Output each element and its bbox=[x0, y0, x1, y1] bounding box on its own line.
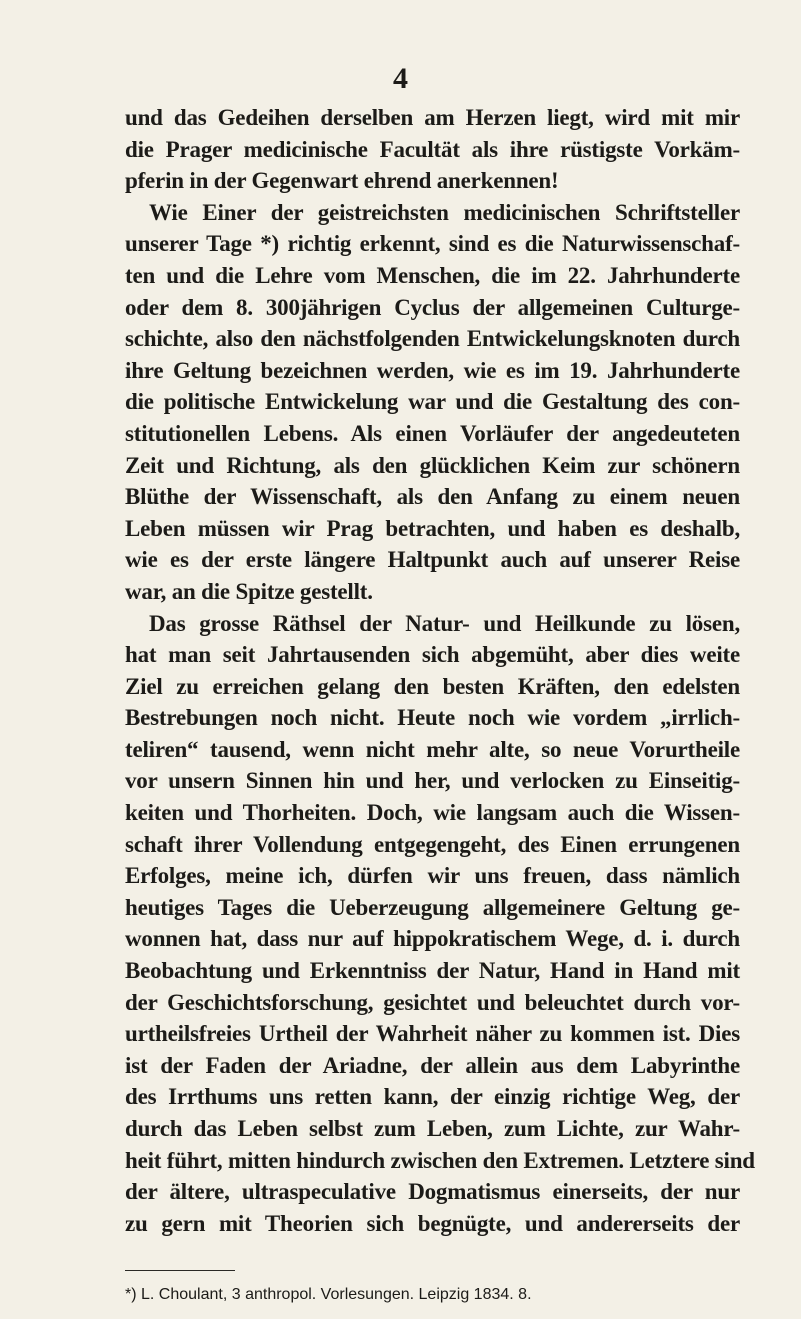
text-line: der ältere, ultraspeculative Dogmatismus einerseits, der nur bbox=[125, 1179, 740, 1205]
text-line: die politische Entwickelung war und die Gestaltung des con- bbox=[125, 389, 740, 415]
text-line: Zeit und Richtung, als den glücklichen Keim zur schönern bbox=[125, 452, 740, 478]
text-line: hat man seit Jahrtausenden sich abgemüht, aber dies weite bbox=[125, 642, 740, 668]
text-line: keiten und Thorheiten. Doch, wie langsam auch die Wissen- bbox=[125, 800, 740, 826]
text-line: war, an die Spitze gestellt. bbox=[125, 578, 373, 604]
text-line: Leben müssen wir Prag betrachten, und haben es deshalb, bbox=[125, 515, 740, 541]
text-line: Wie Einer der geistreichsten medicinischen Schriftsteller bbox=[149, 199, 740, 225]
text-line: des Irrthums uns retten kann, der einzig richtige Weg, der bbox=[125, 1084, 740, 1110]
text-line: durch das Leben selbst zum Leben, zum Lichte, zur Wahr- bbox=[125, 1116, 740, 1141]
text-line: Bestrebungen noch nicht. Heute noch wie vordem „irrlich- bbox=[125, 705, 740, 731]
footnote: *) L. Choulant, 3 anthropol. Vorlesungen. Leipzig 1834. 8. bbox=[125, 1286, 532, 1303]
text-line: Das grosse Räthsel der Natur- und Heilkunde zu lösen, bbox=[149, 610, 740, 636]
text-line: die Prager medicinische Facultät als ihre rüstigste Vorkäm- bbox=[125, 136, 740, 162]
text-line: oder dem 8. 300jährigen Cyclus der allgemeinen Culturge- bbox=[125, 294, 740, 320]
text-line: schichte, also den nächstfolgenden Entwickelungsknoten durch bbox=[125, 326, 740, 352]
text-line: Blüthe der Wissenschaft, als den Anfang zu einem neuen bbox=[125, 484, 740, 510]
text-line: stitutionellen Lebens. Als einen Vorläufer der angedeuteten bbox=[125, 420, 740, 446]
text-line: urtheilsfreies Urtheil der Wahrheit näher zu kommen ist. Dies bbox=[125, 1021, 740, 1047]
text-line: der Geschichtsforschung, gesichtet und beleuchtet durch vor- bbox=[125, 989, 740, 1015]
text-line: heit führt, mitten hindurch zwischen den Extremen. Letztere sind bbox=[125, 1147, 755, 1173]
text-line: heutiges Tages die Ueberzeugung allgemeinere Geltung ge- bbox=[125, 894, 740, 920]
text-line: Erfolges, meine ich, dürfen wir uns freuen, dass nämlich bbox=[125, 863, 740, 889]
text-line: unserer Tage *) richtig erkennt, sind es die Naturwissenschaf- bbox=[125, 231, 740, 257]
text-line: ihre Geltung bezeichnen werden, wie es im 19. Jahrhunderte bbox=[125, 357, 740, 383]
text-line: und das Gedeihen derselben am Herzen liegt, wird mit mir bbox=[125, 105, 740, 130]
text-line: teliren“ tausend, wenn nicht mehr alte, so neue Vorurtheile bbox=[125, 736, 740, 762]
body-text bbox=[125, 102, 755, 1239]
text-line: pferin in der Gegenwart ehrend anerkennen! bbox=[125, 168, 559, 194]
text-line: wonnen hat, dass nur auf hippokratischem Wege, d. i. durch bbox=[125, 926, 740, 952]
text-line: wie es der erste längere Haltpunkt auch auf unserer Reise bbox=[125, 547, 740, 573]
text-line: Ziel zu erreichen gelang den besten Kräften, den edelsten bbox=[125, 673, 740, 699]
text-line: zu gern mit Theorien sich begnügte, und andererseits der bbox=[125, 1210, 740, 1236]
text-line: ist der Faden der Ariadne, der allein aus dem Labyrinthe bbox=[125, 1052, 740, 1078]
text-line: vor unsern Sinnen hin und her, und verlocken zu Einseitig- bbox=[125, 768, 740, 794]
page-number: 4 bbox=[393, 62, 408, 95]
text-line: Beobachtung und Erkenntniss der Natur, Hand in Hand mit bbox=[125, 958, 740, 984]
footnote-rule bbox=[125, 1270, 235, 1271]
text-line: ten und die Lehre vom Menschen, die im 22. Jahrhunderte bbox=[125, 262, 740, 288]
text-line: schaft ihrer Vollendung entgegengeht, des Einen errungenen bbox=[125, 831, 740, 857]
